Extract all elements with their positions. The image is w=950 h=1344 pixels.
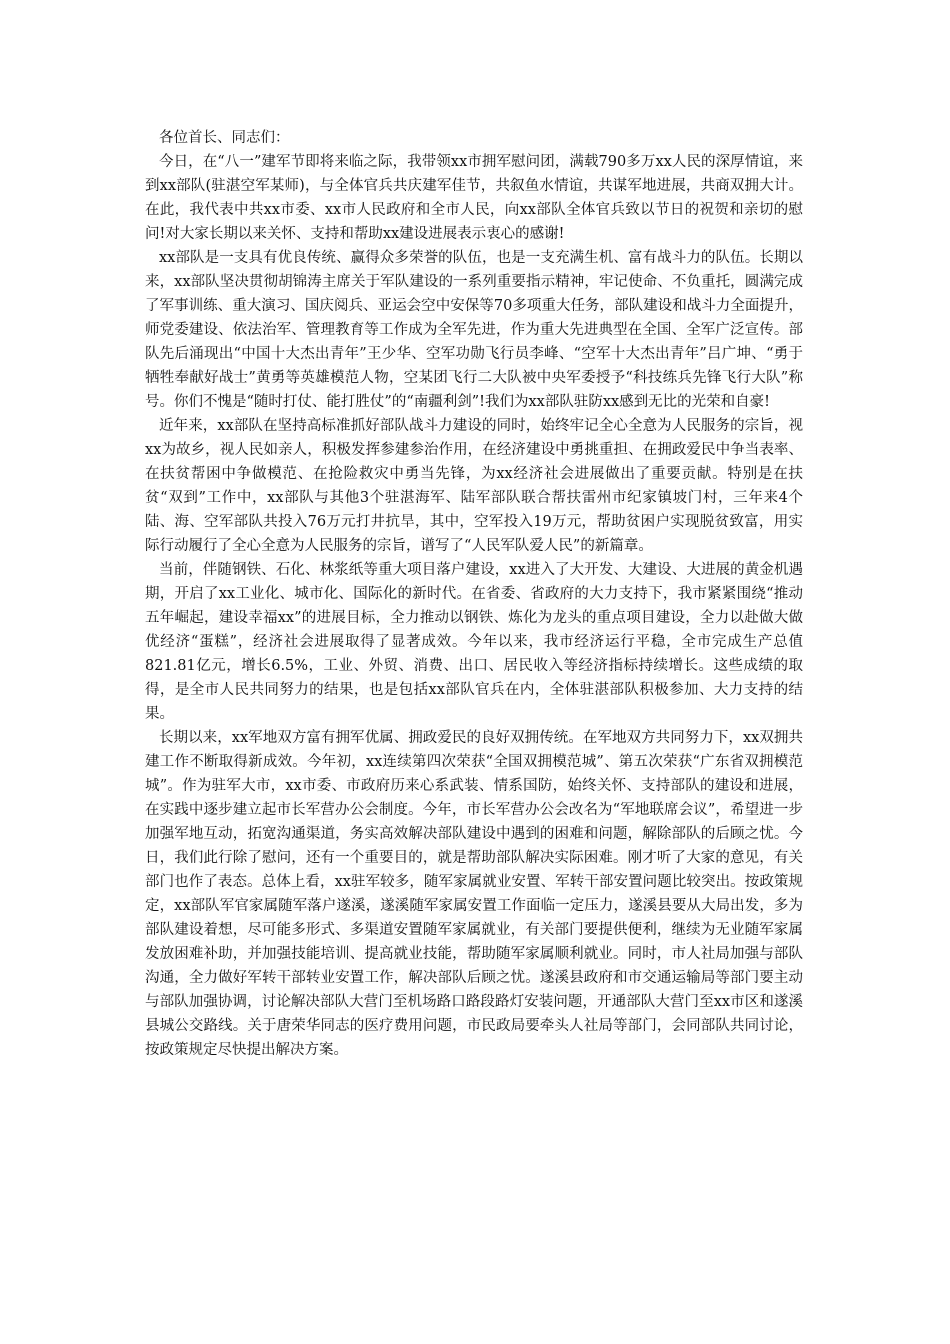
paragraph-1: 今日，在“八一”建军节即将来临之际，我带领xx市拥军慰问团，满载790多万xx人民的深厚情谊，来到xx部队(驻湛空军某师)，与全体官兵共庆建军佳节，共叙鱼水情谊，共谋军地进展，共商双拥大计。在此，我代表中共xx市委、xx市人民政府和全市人民，向xx部队全体官兵致以节日的祝贺和亲切的慰问!对大家长期以来关怀、支持和帮助xx建设进展表示衷心的感谢!	[145, 154, 803, 242]
salutation: 各位首长、同志们：	[159, 130, 290, 146]
document-body	[145, 126, 803, 1062]
paragraph-2: xx部队是一支具有优良传统、赢得众多荣誉的队伍，也是一支充满生机、富有战斗力的队伍。长期以来，xx部队坚决贯彻胡锦涛主席关于军队建设的一系列重要指示精神，牢记使命、不负重托，圆满完成了军事训练、重大演习、国庆阅兵、亚运会空中安保等70多项重大任务，部队建设和战斗力全面提升，师党委建设、依法治军、管理教育等工作成为全军先进，作为重大先进典型在全国、全军广泛宣传。部队先后涌现出“中国十大杰出青年”王少华、空军功勋飞行员李峰、“空军十大杰出青年”吕广坤、“勇于牺牲奉献好战士”黄勇等英雄模范人物，空某团飞行二大队被中央军委授予“科技练兵先锋飞行大队”称号。你们不愧是“随时打仗、能打胜仗”的“南疆利剑”!我们为xx部队驻防xx感到无比的光荣和自豪!	[145, 250, 803, 410]
paragraph-4: 当前，伴随钢铁、石化、林浆纸等重大项目落户建设，xx进入了大开发、大建设、大进展的黄金机遇期，开启了xx工业化、城市化、国际化的新时代。在省委、省政府的大力支持下，我市紧紧围绕“推动五年崛起，建设幸福xx”的进展目标，全力推动以钢铁、炼化为龙头的重点项目建设，全力以赴做大做优经济“蛋糕”，经济社会进展取得了显著成效。今年以来，我市经济运行平稳，全市完成生产总值821.81亿元，增长6.5%，工业、外贸、消费、出口、居民收入等经济指标持续增长。这些成绩的取得，是全市人民共同努力的结果，也是包括xx部队官兵在内，全体驻湛部队积极参加、大力支持的结果。	[145, 562, 803, 722]
paragraph-5: 长期以来，xx军地双方富有拥军优属、拥政爱民的良好双拥传统。在军地双方共同努力下，xx双拥共建工作不断取得新成效。今年初，xx连续第四次荣获“全国双拥模范城”、第五次荣获“广东省双拥模范城”。作为驻军大市，xx市委、市政府历来心系武装、情系国防，始终关怀、支持部队的建设和进展，在实践中逐步建立起市长军营办公会制度。今年，市长军营办公会改名为“军地联席会议”，希望进一步加强军地互动，拓宽沟通渠道，务实高效解决部队建设中遇到的困难和问题，解除部队的后顾之忧。今日，我们此行除了慰问，还有一个重要目的，就是帮助部队解决实际困难。刚才听了大家的意见，有关部门也作了表态。总体上看，xx驻军较多，随军家属就业安置、军转干部安置问题比较突出。按政策规定，xx部队军官家属随军落户遂溪，遂溪随军家属安置工作面临一定压力，遂溪县要从大局出发，多为部队建设着想，尽可能多形式、多渠道安置随军家属就业，有关部门要提供便利，继续为无业随军家属发放困难补助，并加强技能培训、提高就业技能，帮助随军家属顺利就业。同时，市人社局加强与部队沟通，全力做好军转干部转业安置工作，解决部队后顾之忧。遂溪县政府和市交通运输局等部门要主动与部队加强协调，讨论解决部队大营门至机场路口路段路灯安装问题，开通部队大营门至xx市区和遂溪县城公交路线。关于唐荣华同志的医疗费用问题，市民政局要牵头人社局等部门，会同部队共同讨论，按政策规定尽快提出解决方案。	[145, 730, 803, 1058]
paragraph-3: 近年来，xx部队在坚持高标准抓好部队战斗力建设的同时，始终牢记全心全意为人民服务的宗旨，视xx为故乡，视人民如亲人，积极发挥参建参治作用，在经济建设中勇挑重担、在拥政爱民中争当表率、在扶贫帮困中争做模范、在抢险救灾中勇当先锋，为xx经济社会进展做出了重要贡献。特别是在扶贫“双到”工作中，xx部队与其他3个驻湛海军、陆军部队联合帮扶雷州市纪家镇坡门村，三年来4个陆、海、空军部队共投入76万元打井抗旱，其中，空军投入19万元，帮助贫困户实现脱贫致富，用实际行动履行了全心全意为人民服务的宗旨，谱写了“人民军队爱人民”的新篇章。	[145, 418, 803, 554]
